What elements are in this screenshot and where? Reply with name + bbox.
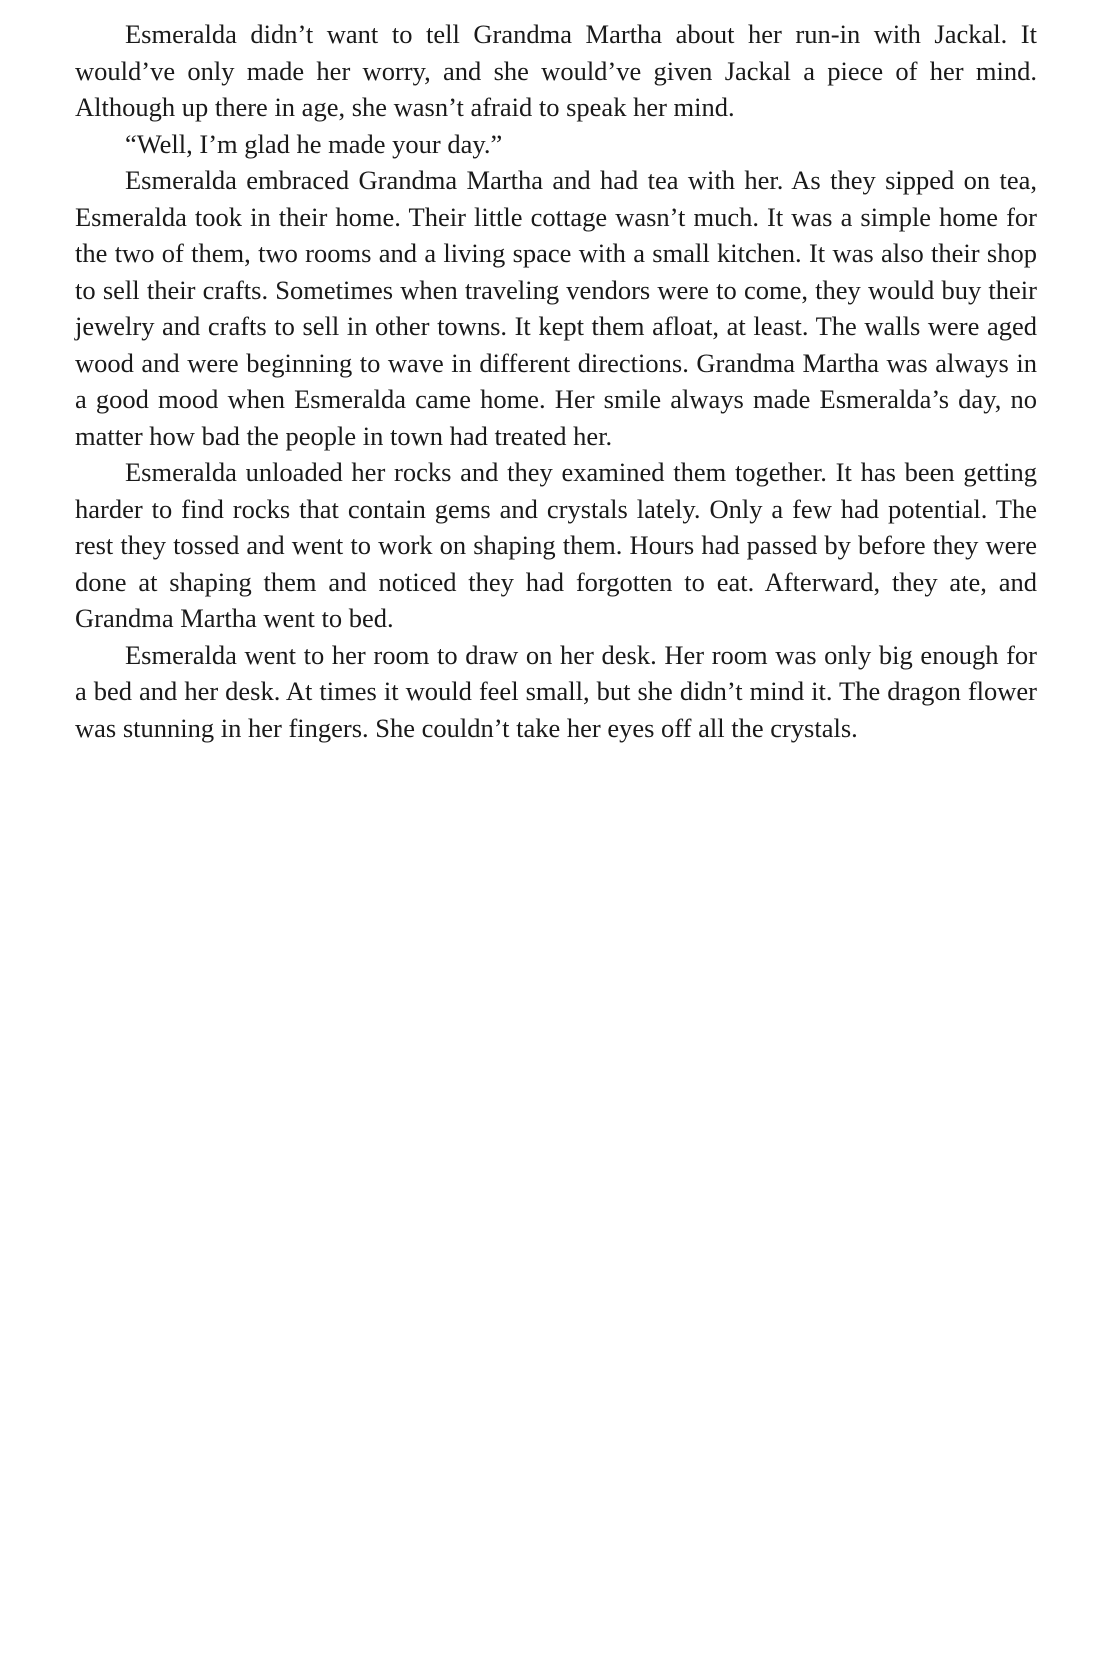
paragraph-1: Esmeralda didn’t want to tell Grandma Martha about her run-in with Jackal. It would’ve only made her worry, and she would’ve given Jackal a piece of her mind. Although up there in age, she wasn’t afraid to speak her mind. — [75, 19, 1037, 122]
paragraph-5: Esmeralda went to her room to draw on her desk. Her room was only big enough for a bed and her desk. At times it would feel small, but she didn’t mind it. The dragon flower was stunning in her fingers. She couldn’t take her eyes off all the crystals. — [75, 639, 1037, 743]
page-body — [75, 16, 1037, 746]
paragraph-4: Esmeralda unloaded her rocks and they examined them together. It has been getting harder to find rocks that contain gems and crystals lately. Only a few had potential. The rest they tossed and went to work on shaping them. Hours had passed by before they were done at shaping them and noticed they had forgotten to eat. Afterward, they ate, and Grandma Martha went to bed. — [75, 457, 1037, 633]
paragraph-3: Esmeralda embraced Grandma Martha and had tea with her. As they sipped on tea, Esmeralda took in their home. Their little cottage wasn’t much. It was a simple home for the two of them, two rooms and a living space with a small kitchen. It was also their shop to sell their crafts. Sometimes when traveling vendors were to come, they would buy their jewelry and crafts to sell in other towns. It kept them afloat, at least. The walls were aged wood and were beginning to wave in different directions. Grandma Martha was always in a good mood when Esmeralda came home. Her smile always made Esmeralda’s day, no matter how bad the people in town had treated her. — [75, 165, 1037, 451]
paragraph-2: “Well, I’m glad he made your day.” — [125, 128, 503, 159]
